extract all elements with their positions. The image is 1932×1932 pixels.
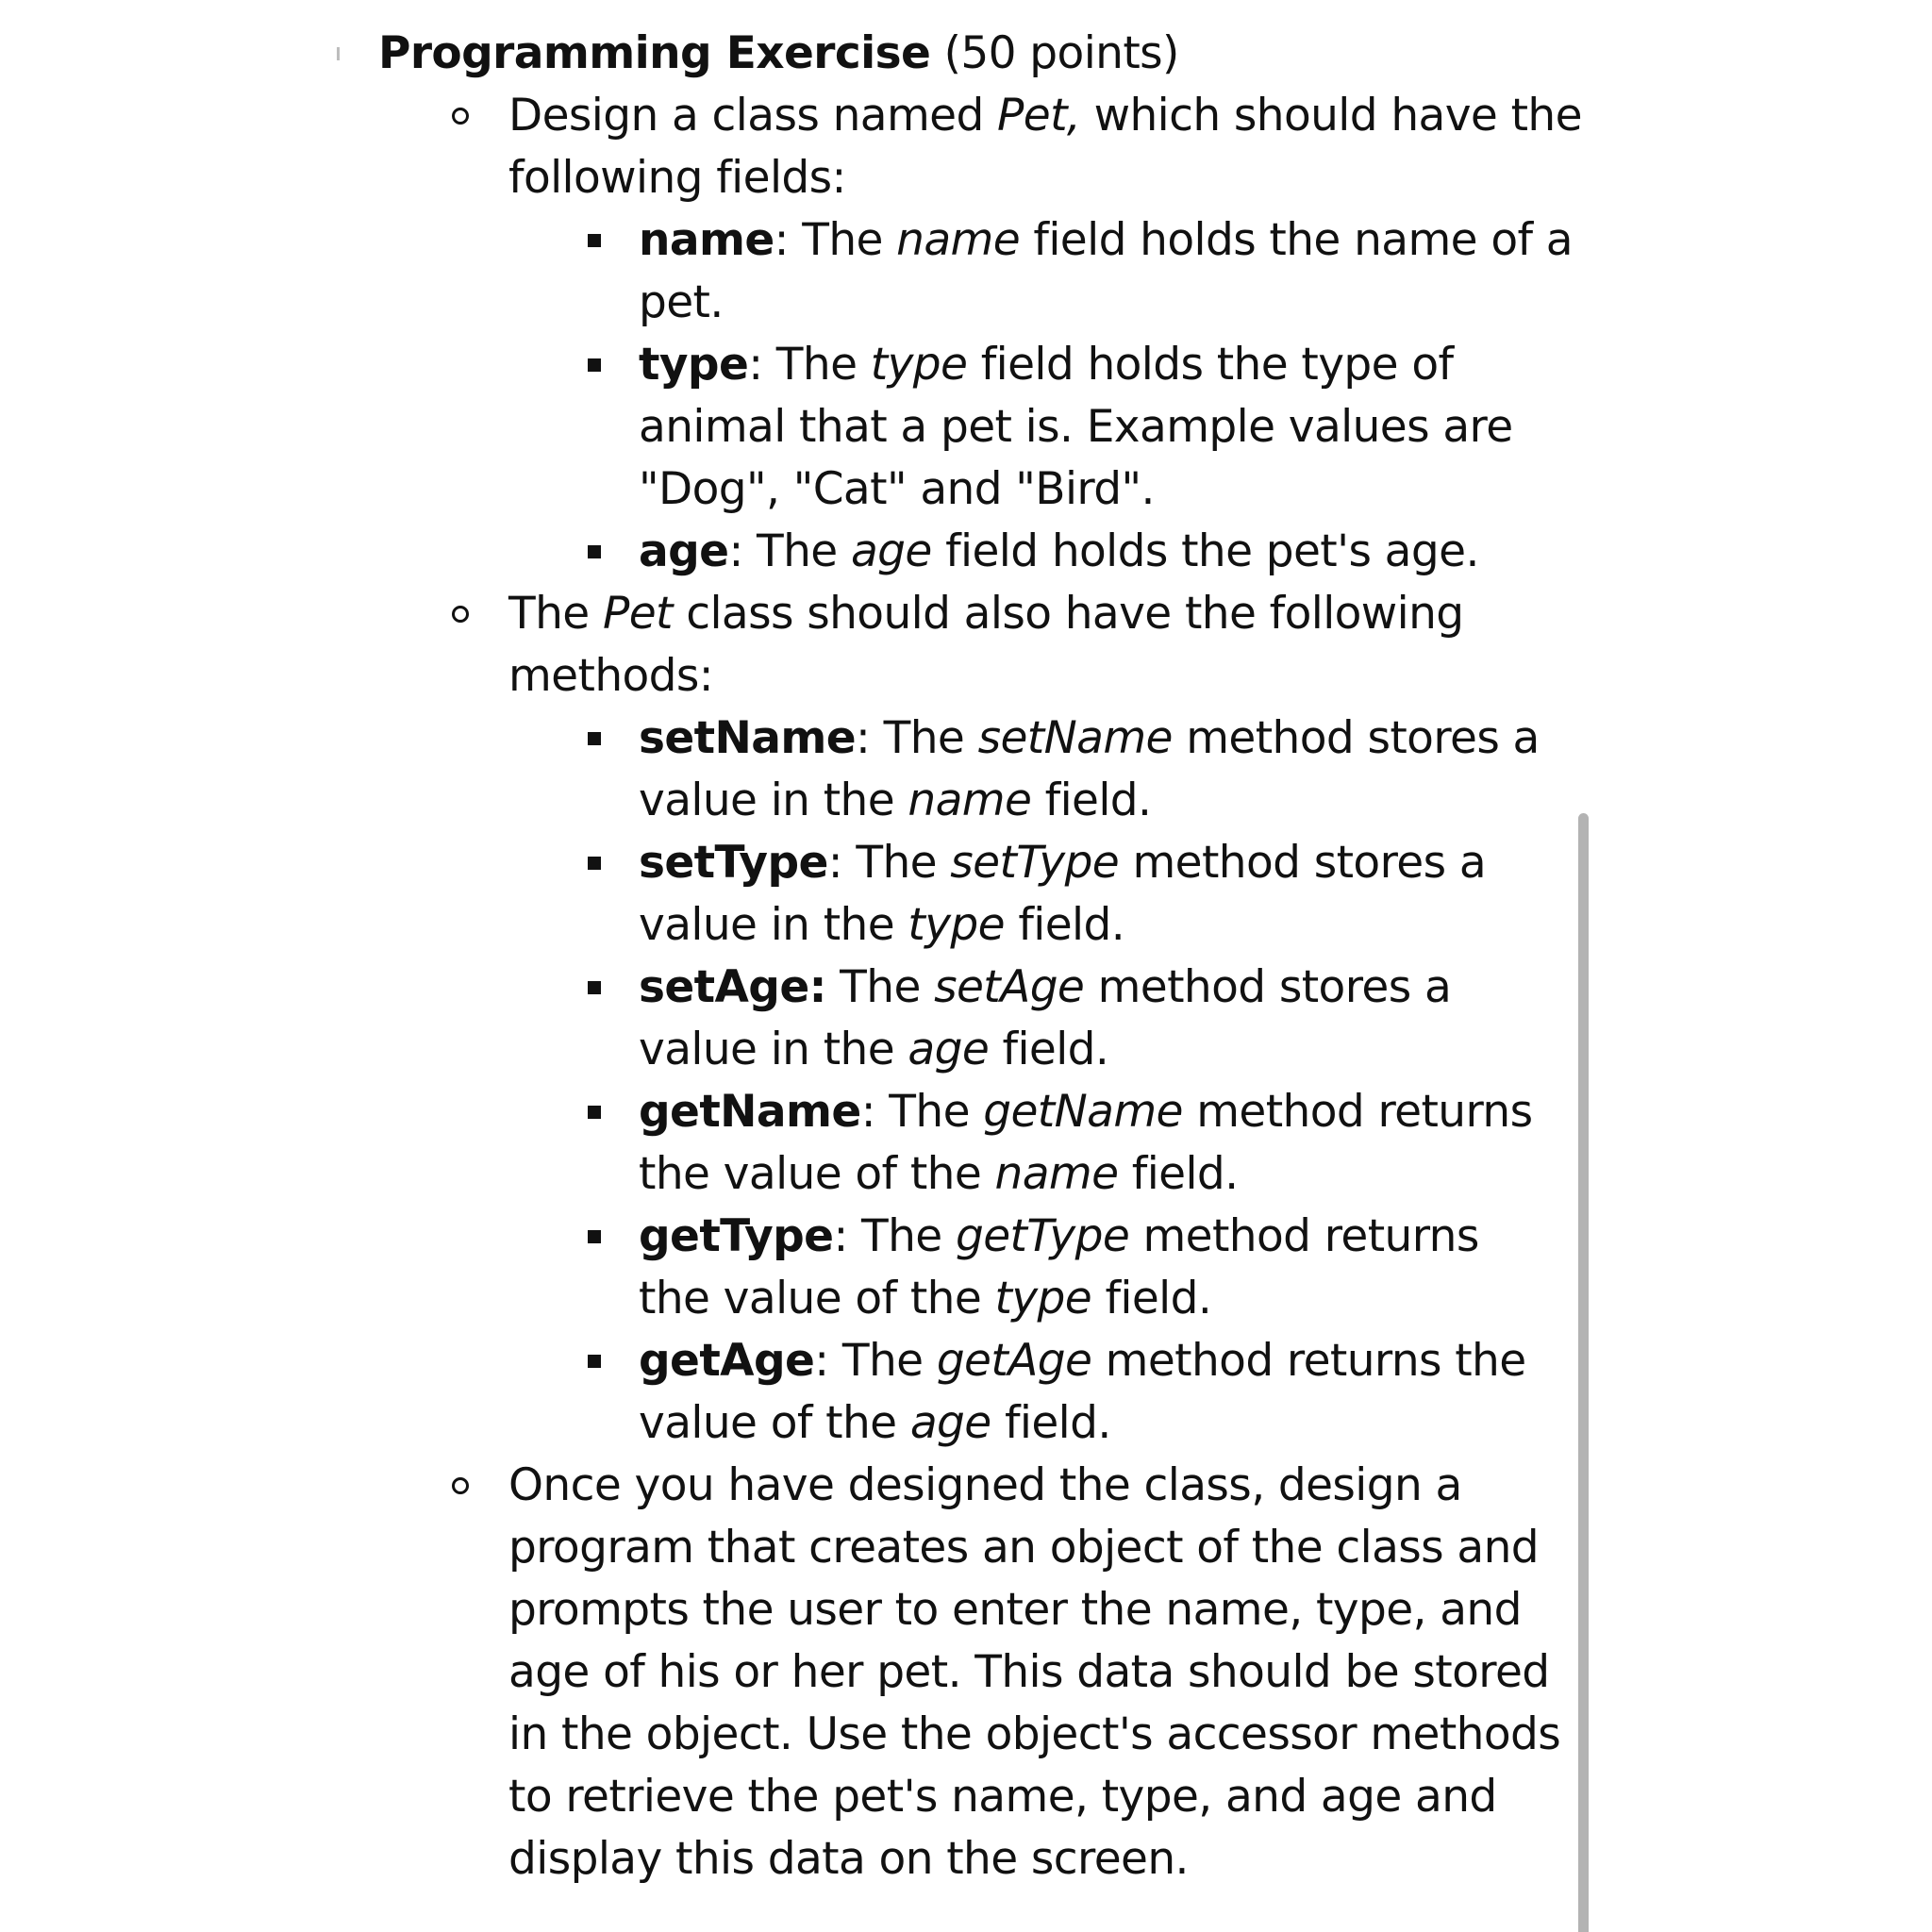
text-segment: The	[508, 588, 603, 640]
square-bullet	[588, 545, 601, 558]
text-segment: pet.	[639, 276, 724, 328]
text-segment: in the object. Use the object's accessor methods	[508, 1708, 1561, 1760]
text-segment: to retrieve the pet's name, type, and age and	[508, 1771, 1497, 1823]
text-segment: method stores a	[1172, 712, 1540, 764]
text-segment: Once you have designed the class, design a	[508, 1459, 1462, 1511]
square-bullet	[588, 234, 601, 247]
item-term: name	[639, 214, 774, 266]
field-item-line	[639, 832, 1486, 894]
exercise-points: (50 points)	[943, 27, 1179, 79]
text-segment: : The	[814, 1335, 937, 1387]
field-item-line	[639, 521, 1479, 583]
italic-term: age	[850, 525, 932, 577]
field-item-line	[639, 957, 1451, 1019]
text-segment: method stores a	[1119, 837, 1487, 889]
square-bullet	[588, 981, 601, 994]
field-item-continuation	[639, 1143, 1239, 1206]
item-term: getType	[639, 1210, 834, 1262]
square-bullet	[588, 732, 601, 745]
italic-term: age	[909, 1397, 991, 1449]
text-segment: field holds the name of a	[1020, 214, 1573, 266]
item-term: setAge:	[639, 961, 826, 1013]
italic-term: getType	[955, 1210, 1130, 1262]
text-segment: method stores a	[1084, 961, 1452, 1013]
text-segment: : The	[833, 1210, 956, 1262]
text-segment: field holds the pet's age.	[931, 525, 1479, 577]
field-item-line	[639, 334, 1453, 396]
text-segment: class should also have the following	[672, 588, 1464, 640]
text-segment: following fields:	[508, 152, 846, 204]
item-term: getName	[639, 1086, 861, 1138]
text-segment: which should have the	[1080, 90, 1582, 142]
italic-term: setType	[950, 837, 1120, 889]
field-item-line	[639, 1206, 1479, 1268]
text-segment: value of the	[639, 1397, 910, 1449]
field-item-continuation	[639, 1392, 1111, 1455]
section-line	[508, 583, 1464, 645]
section-line	[508, 1579, 1522, 1641]
hollow-circle-bullet	[452, 1477, 469, 1494]
field-item-continuation	[639, 396, 1513, 458]
section-line	[508, 1766, 1497, 1828]
text-segment: field.	[1118, 1148, 1239, 1200]
outer-bullet-tick	[337, 47, 340, 60]
section-line	[508, 1828, 1189, 1890]
item-term: type	[639, 339, 749, 391]
field-item-continuation	[639, 770, 1151, 832]
item-term: setType	[639, 837, 828, 889]
text-segment: field.	[1004, 899, 1125, 951]
text-segment: : The	[827, 837, 951, 889]
italic-term: setAge	[934, 961, 1085, 1013]
text-segment: method returns	[1182, 1086, 1533, 1138]
text-segment: value in the	[639, 899, 908, 951]
italic-term: type	[994, 1273, 1092, 1324]
italic-term: getName	[983, 1086, 1183, 1138]
text-segment: age of his or her pet. This data should be stored	[508, 1646, 1550, 1698]
square-bullet	[588, 1230, 601, 1243]
text-segment: method returns	[1129, 1210, 1479, 1262]
text-segment: the value of the	[639, 1273, 995, 1324]
square-bullet	[588, 857, 601, 870]
text-segment: Design a class named	[508, 90, 998, 142]
text-segment: methods:	[508, 650, 714, 702]
text-segment: field.	[1031, 774, 1152, 826]
field-item-line	[639, 708, 1540, 770]
italic-term: Pet,	[997, 90, 1081, 142]
text-segment: program that creates an object of the class and	[508, 1522, 1540, 1574]
italic-term: type	[908, 899, 1005, 951]
text-segment: : The	[774, 214, 897, 266]
item-term: getAge	[639, 1335, 815, 1387]
square-bullet	[588, 1355, 601, 1368]
exercise-heading	[378, 23, 1179, 85]
text-segment: prompts the user to enter the name, type, and	[508, 1584, 1522, 1636]
text-segment: field.	[991, 1397, 1111, 1449]
square-bullet	[588, 358, 601, 372]
section-line	[508, 147, 846, 209]
field-item-continuation	[639, 1268, 1211, 1330]
italic-term: Pet	[602, 588, 673, 640]
text-segment: value in the	[639, 1024, 908, 1075]
hollow-circle-bullet	[452, 108, 469, 125]
section-line	[508, 1517, 1539, 1579]
text-segment: field.	[1091, 1273, 1212, 1324]
text-segment: "Dog", "Cat" and "Bird".	[639, 463, 1155, 515]
text-segment: : The	[856, 712, 978, 764]
text-segment: The	[825, 961, 935, 1013]
square-bullet	[588, 1106, 601, 1119]
vertical-scrollbar[interactable]	[1578, 813, 1589, 1932]
section-line	[508, 1455, 1462, 1517]
field-item-line	[639, 1081, 1532, 1143]
section-line	[508, 1704, 1560, 1766]
text-segment: method returns the	[1091, 1335, 1526, 1387]
field-item-line	[639, 209, 1573, 272]
text-segment: : The	[748, 339, 871, 391]
section-line	[508, 85, 1582, 147]
text-segment: field holds the type of	[967, 339, 1454, 391]
text-segment: animal that a pet is. Example values are	[639, 401, 1513, 453]
section-line	[508, 1641, 1550, 1704]
italic-term: setName	[977, 712, 1173, 764]
text-segment: the value of the	[639, 1148, 995, 1200]
italic-term: type	[870, 339, 968, 391]
italic-term: name	[896, 214, 1021, 266]
italic-term: name	[994, 1148, 1119, 1200]
italic-term: name	[908, 774, 1032, 826]
field-item-continuation	[639, 1019, 1108, 1081]
text-segment: : The	[860, 1086, 984, 1138]
text-segment: display this data on the screen.	[508, 1833, 1189, 1885]
text-segment: field.	[989, 1024, 1109, 1075]
text-segment: value in the	[639, 774, 908, 826]
field-item-continuation	[639, 894, 1124, 957]
section-line	[508, 645, 713, 708]
item-term: setName	[639, 712, 857, 764]
item-term: age	[639, 525, 729, 577]
field-item-continuation	[639, 458, 1155, 521]
field-item-line	[639, 1330, 1526, 1392]
text-segment: : The	[728, 525, 851, 577]
exercise-title: Programming Exercise	[378, 27, 931, 79]
italic-term: getAge	[936, 1335, 1092, 1387]
italic-term: age	[908, 1024, 990, 1075]
hollow-circle-bullet	[452, 606, 469, 623]
field-item-continuation	[639, 272, 724, 334]
